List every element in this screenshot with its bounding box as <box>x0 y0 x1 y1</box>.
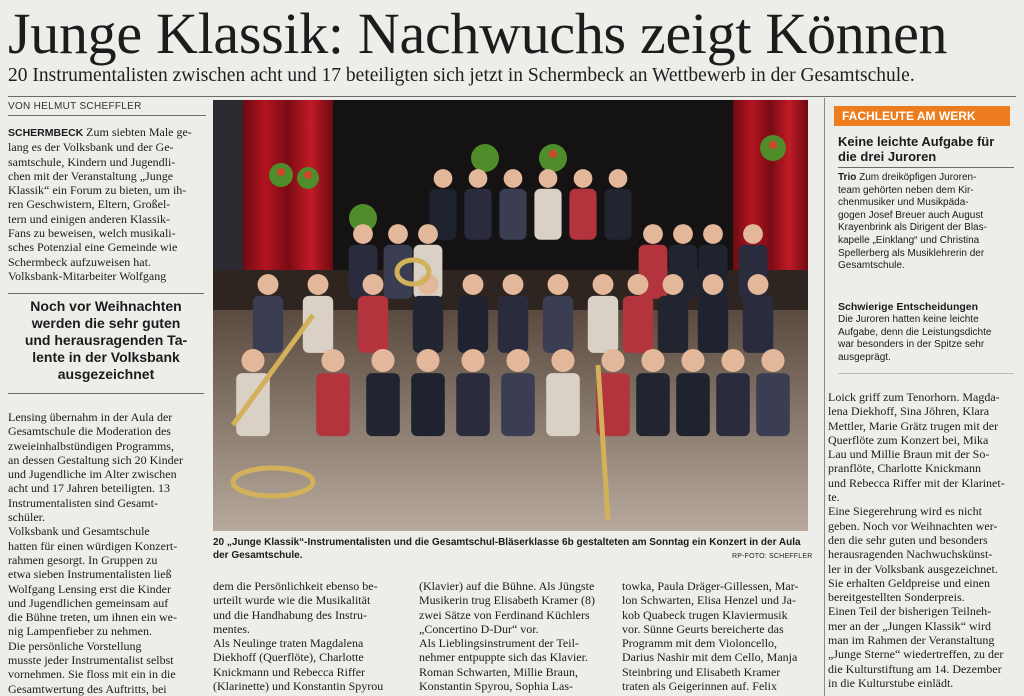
text-line: Krayenbrink als Dirigent der Blas- <box>838 222 987 234</box>
text-line: Sie erhalten Geldpreise und einen <box>828 575 990 590</box>
text-line: kob Quabeck trugen Klaviermusik <box>622 607 788 622</box>
article-column-1-continued <box>8 410 204 696</box>
person-head <box>503 274 524 295</box>
text-line: „Concertino D-Dur“ vor. <box>419 621 539 636</box>
text-line: Volksbank-Mitarbeiter Wolfgang <box>8 268 167 283</box>
person-silhouette <box>743 296 773 353</box>
text-line: Gesamtschule. <box>838 260 905 272</box>
teaser-rule-bottom <box>8 393 204 394</box>
text-line <box>8 125 204 140</box>
text-line: Die persönliche Vorstellung <box>8 638 142 653</box>
person-head <box>574 169 593 188</box>
text-line: gogen Josef Breuer auch August <box>838 209 984 221</box>
person-head <box>721 349 744 372</box>
text-line: Musikerin trug Elisabeth Kramer (8) <box>419 593 595 608</box>
article-column-2 <box>213 579 403 693</box>
person-head <box>258 274 279 295</box>
text-line: Noch vor Weihnachten <box>30 298 182 314</box>
text-line: Roman Schwarten, Millie Braun, <box>419 664 578 679</box>
text-line: Querflöte zum Konzert bei, Mika <box>828 432 989 447</box>
person-head <box>703 274 724 295</box>
text-line: nehmer entpuppte sich das Klavier. <box>419 650 588 665</box>
caption-line-1: 20 „Junge Klassik“-Instrumentalisten und die Gesamtschul-Bläserklasse 6b gestalteten am Sonntag ein Konzert in der Aula <box>213 537 801 548</box>
text-line: team gehörten neben dem Kir- <box>838 184 974 196</box>
article-column-1 <box>8 125 204 283</box>
sidebar-title-line-1: Keine leichte Aufgabe für <box>838 134 995 149</box>
text-line: bereitgestellten Sonderpreis. <box>828 590 965 605</box>
person-head <box>703 224 723 244</box>
person-head <box>371 349 394 372</box>
person-head <box>416 349 439 372</box>
photo-caption <box>213 536 808 562</box>
person-silhouette <box>499 189 526 240</box>
text-line: Konstantin Spyrou, Sophia Las- <box>419 679 573 694</box>
text-line: lon Schwarten, Elisa Henzel und Ja- <box>622 593 796 608</box>
text-line: tern und einigen anderen Klassik- <box>8 211 170 226</box>
caption-line-2: der Gesamtschule. <box>213 550 303 561</box>
text-line: lente in der Volksbank <box>32 349 180 365</box>
person-head <box>748 274 769 295</box>
text-line: Darius Nashir mit dem Cello, Manja <box>622 650 798 665</box>
text-line: lang es der Volksbank und der Ge- <box>8 140 174 155</box>
text-line: ren Geschwistern, Eltern, Großel- <box>8 197 171 212</box>
person-head <box>548 274 569 295</box>
headline: Junge Klassik: Nachwuchs zeigt Können <box>8 1 948 66</box>
text-line: zweieinhalbstündigen Programms, <box>8 438 174 453</box>
text-line: towka, Paula Dräger-Gillessen, Mar- <box>622 579 799 593</box>
person-silhouette <box>756 373 790 436</box>
person-head <box>593 274 614 295</box>
person-head <box>434 169 453 188</box>
text-line: die Bühne treten, um ihnen ein we- <box>8 610 177 625</box>
text-line: zwei Sätze von Ferdinand Küchlers <box>419 607 590 622</box>
article-column-5 <box>828 390 1018 690</box>
person-head <box>539 169 558 188</box>
text-line: samtschule, Kindern und Jugendli- <box>8 154 176 169</box>
teaser-quote <box>8 298 204 383</box>
subheadline: 20 Instrumentalisten zwischen acht und 17 beteiligten sich jetzt in Schermbeck an Wettbewerb in der Gesamtschule. <box>8 65 915 86</box>
person-silhouette <box>464 189 491 240</box>
sidebar-title-line-2: die drei Juroren <box>838 149 937 164</box>
text-line: und Jugendlichen gemeinsam auf <box>8 595 169 610</box>
text-line: Die Juroren hatten keine leichte <box>838 314 979 325</box>
person-head <box>551 349 574 372</box>
text-line: rahmen gesorgt. In Gruppen zu <box>8 552 158 567</box>
person-head <box>418 224 438 244</box>
person-head <box>663 274 684 295</box>
text-line: traten als Geigerinnen auf. Felix <box>622 679 777 694</box>
text-line: Gesamtschule die Moderation des <box>8 424 171 439</box>
text-line: Zum siebten Male ge- <box>86 125 192 139</box>
person-head <box>601 349 624 372</box>
person-head <box>643 224 663 244</box>
person-silhouette <box>698 296 728 353</box>
teaser-rule-top <box>8 293 204 294</box>
person-silhouette <box>458 296 488 353</box>
sidebar-subhead: Schwierige Entscheidungen <box>838 301 979 313</box>
person-silhouette <box>604 189 631 240</box>
text-line: herausragenden Nachwuchskünst- <box>828 547 993 562</box>
text-line: hatten für einen würdigen Konzert- <box>8 538 178 553</box>
text-line: Wolfgang Lensing erst die Kinder <box>8 581 171 596</box>
column-1-top <box>8 125 204 283</box>
text-line: und Rebecca Riffer mit der Klarinet- <box>828 475 1005 490</box>
text-line: mer an der „Jungen Klassik“ wird <box>828 618 991 633</box>
sidebar-rule <box>838 167 1014 168</box>
text-line: vornehmen. Sie floss mit ein in die <box>8 667 176 682</box>
person-silhouette <box>636 373 670 436</box>
text-line: ausgezeichnet <box>57 366 155 382</box>
text-line: war besonders in der Spitze sehr <box>838 339 985 351</box>
text-line: an dessen Gestaltung sich 20 Kinder <box>8 452 183 467</box>
text-line <box>838 172 1018 185</box>
text-line: lena Diekhoff, Sina Jöhren, Klara <box>828 404 990 419</box>
person-silhouette <box>569 189 596 240</box>
text-line: Knickmann und Rebecca Riffer <box>213 664 366 679</box>
person-head <box>241 349 264 372</box>
sidebar-bottom-rule <box>838 373 1014 374</box>
text-line: nig Lampenfieber zu nehmen. <box>8 624 152 639</box>
text-line: chenmusiker und Musikpäda- <box>838 197 969 209</box>
person-head <box>506 349 529 372</box>
text-line: Instrumentalisten sind Gesamt- <box>8 495 158 510</box>
text-line: Diekhoff (Querflöte), Charlotte <box>213 650 364 665</box>
person-silhouette <box>658 296 688 353</box>
text-line: mentes. <box>213 621 250 636</box>
person-silhouette <box>316 373 350 436</box>
text-line: Steinbring und Elisabeth Kramer <box>622 664 781 679</box>
sidebar-title <box>838 134 1014 164</box>
person-head <box>641 349 664 372</box>
text-line: werden die sehr guten <box>31 315 181 331</box>
person-head <box>353 224 373 244</box>
text-line: man im Rahmen der Veranstaltung <box>828 633 995 648</box>
person-head <box>463 274 484 295</box>
text-line: Klassik“ ein Forum zu bieten, um ih- <box>8 183 187 198</box>
text-line: Volksbank und Gesamtschule <box>8 524 150 539</box>
text-line: den die sehr guten und besonders <box>828 532 988 547</box>
sidebar-divider <box>824 98 825 696</box>
group-photo <box>213 100 808 531</box>
kicker: SCHERMBECK <box>8 127 87 139</box>
person-head <box>363 274 384 295</box>
person-silhouette <box>546 373 580 436</box>
sidebar-text-1 <box>838 172 1018 273</box>
person-head <box>504 169 523 188</box>
byline-rule <box>8 115 206 116</box>
text-line: Als Neulinge traten Magdalena <box>213 636 364 651</box>
text-line: Schermbeck aufzuweisen hat. <box>8 254 151 269</box>
person-head <box>609 169 628 188</box>
person-silhouette <box>366 373 400 436</box>
person-silhouette <box>588 296 618 353</box>
person-silhouette <box>411 373 445 436</box>
text-line: ausgeprägt. <box>838 351 891 363</box>
text-line: ler in der Volksbank ausgezeichnet. <box>828 561 998 576</box>
text-line: pranflöte, Charlotte Knickmann <box>828 461 981 476</box>
top-rule <box>8 96 1016 97</box>
text-line: acht und 17 Jahren beteiligten. 13 <box>8 481 170 496</box>
text-line: Mettler, Marie Grätz trugen mit der <box>828 418 999 433</box>
text-line: chen mit der Veranstaltung „Junge <box>8 168 174 183</box>
person-head <box>308 274 329 295</box>
text-line: urteilt wurde wie die Musikalität <box>213 593 371 608</box>
text-line: (Klavier) auf die Bühne. Als Jüngste <box>419 579 595 593</box>
person-silhouette <box>498 296 528 353</box>
text-line: sches Potenzial eine Gemeinde wie <box>8 240 178 255</box>
photo-credit: RP-FOTO: SCHEFFLER <box>732 553 813 560</box>
text-line: Fans zu beweisen, welch musikali- <box>8 226 176 241</box>
text-line: Gesamtwertung des Auftritts, bei <box>8 681 167 696</box>
text-line: te. <box>828 490 840 505</box>
person-head <box>673 224 693 244</box>
text-line: vor. Sünne Geurts bereicherte das <box>622 621 784 636</box>
person-head <box>469 169 488 188</box>
person-silhouette <box>716 373 750 436</box>
person-silhouette <box>456 373 490 436</box>
text-line: geben. Noch vor Weihnachten wer- <box>828 518 998 533</box>
person-silhouette <box>543 296 573 353</box>
text-line: und die Handhabung des Instru- <box>213 607 367 622</box>
article-column-3 <box>419 579 609 693</box>
person-silhouette <box>623 296 653 353</box>
text-line: Aufgabe, denn die Leistungsdichte <box>838 326 992 338</box>
text-line: Programm mit dem Violoncello, <box>622 636 778 651</box>
sidebar-text-2 <box>838 314 1018 364</box>
text-line: dem die Persönlichkeit ebenso be- <box>213 579 378 593</box>
person-head <box>681 349 704 372</box>
person-silhouette <box>501 373 535 436</box>
person-silhouette <box>253 296 283 353</box>
text-line: schüler. <box>8 510 45 525</box>
person-silhouette <box>534 189 561 240</box>
person-head <box>321 349 344 372</box>
text-line: etwa sieben Instrumentalisten ließ <box>8 567 172 582</box>
text-line: die Kulturstiftung am 14. Dezember <box>828 661 1002 676</box>
person-head <box>628 274 649 295</box>
text-line: und Jugendliche im Alter zwischen <box>8 467 177 482</box>
text-line: und herausragenden Ta- <box>24 332 188 348</box>
text-line: Als Lieblingsinstrument der Teil- <box>419 636 579 651</box>
byline: VON HELMUT SCHEFFLER <box>8 101 142 112</box>
person-silhouette <box>676 373 710 436</box>
text-line: kapelle „Einklang“ und Christina <box>838 234 980 246</box>
person-head <box>743 224 763 244</box>
text-line: musste jeder Instrumentalist selbst <box>8 653 174 668</box>
text-line: in die Kulturstube einlädt. <box>828 675 954 690</box>
text-line: Zum dreiköpfigen Juroren- <box>859 172 977 183</box>
text-line: Lau und Millie Braun mit der So- <box>828 447 990 462</box>
text-line: „Junge Sterne“ wiedertreffen, zu der <box>828 647 1004 662</box>
text-line: Lensing übernahm in der Aula der <box>8 410 173 424</box>
person-silhouette <box>413 296 443 353</box>
sidebar-label: FACHLEUTE AM WERK <box>834 106 1010 126</box>
person-head <box>761 349 784 372</box>
text-line: Spellerberg als Musiklehrerin der <box>838 247 985 259</box>
article-column-4 <box>622 579 812 693</box>
text-line: Einen Teil der bisherigen Teilneh- <box>828 604 992 619</box>
person-silhouette <box>358 296 388 353</box>
text-line: (Klarinette) und Konstantin Spyrou <box>213 679 384 694</box>
person-head <box>461 349 484 372</box>
kicker: Trio <box>838 172 860 183</box>
text-line: Eine Siegerehrung wird es nicht <box>828 504 982 519</box>
person-head <box>388 224 408 244</box>
text-line: Loick griff zum Tenorhorn. Magda- <box>828 390 1000 404</box>
